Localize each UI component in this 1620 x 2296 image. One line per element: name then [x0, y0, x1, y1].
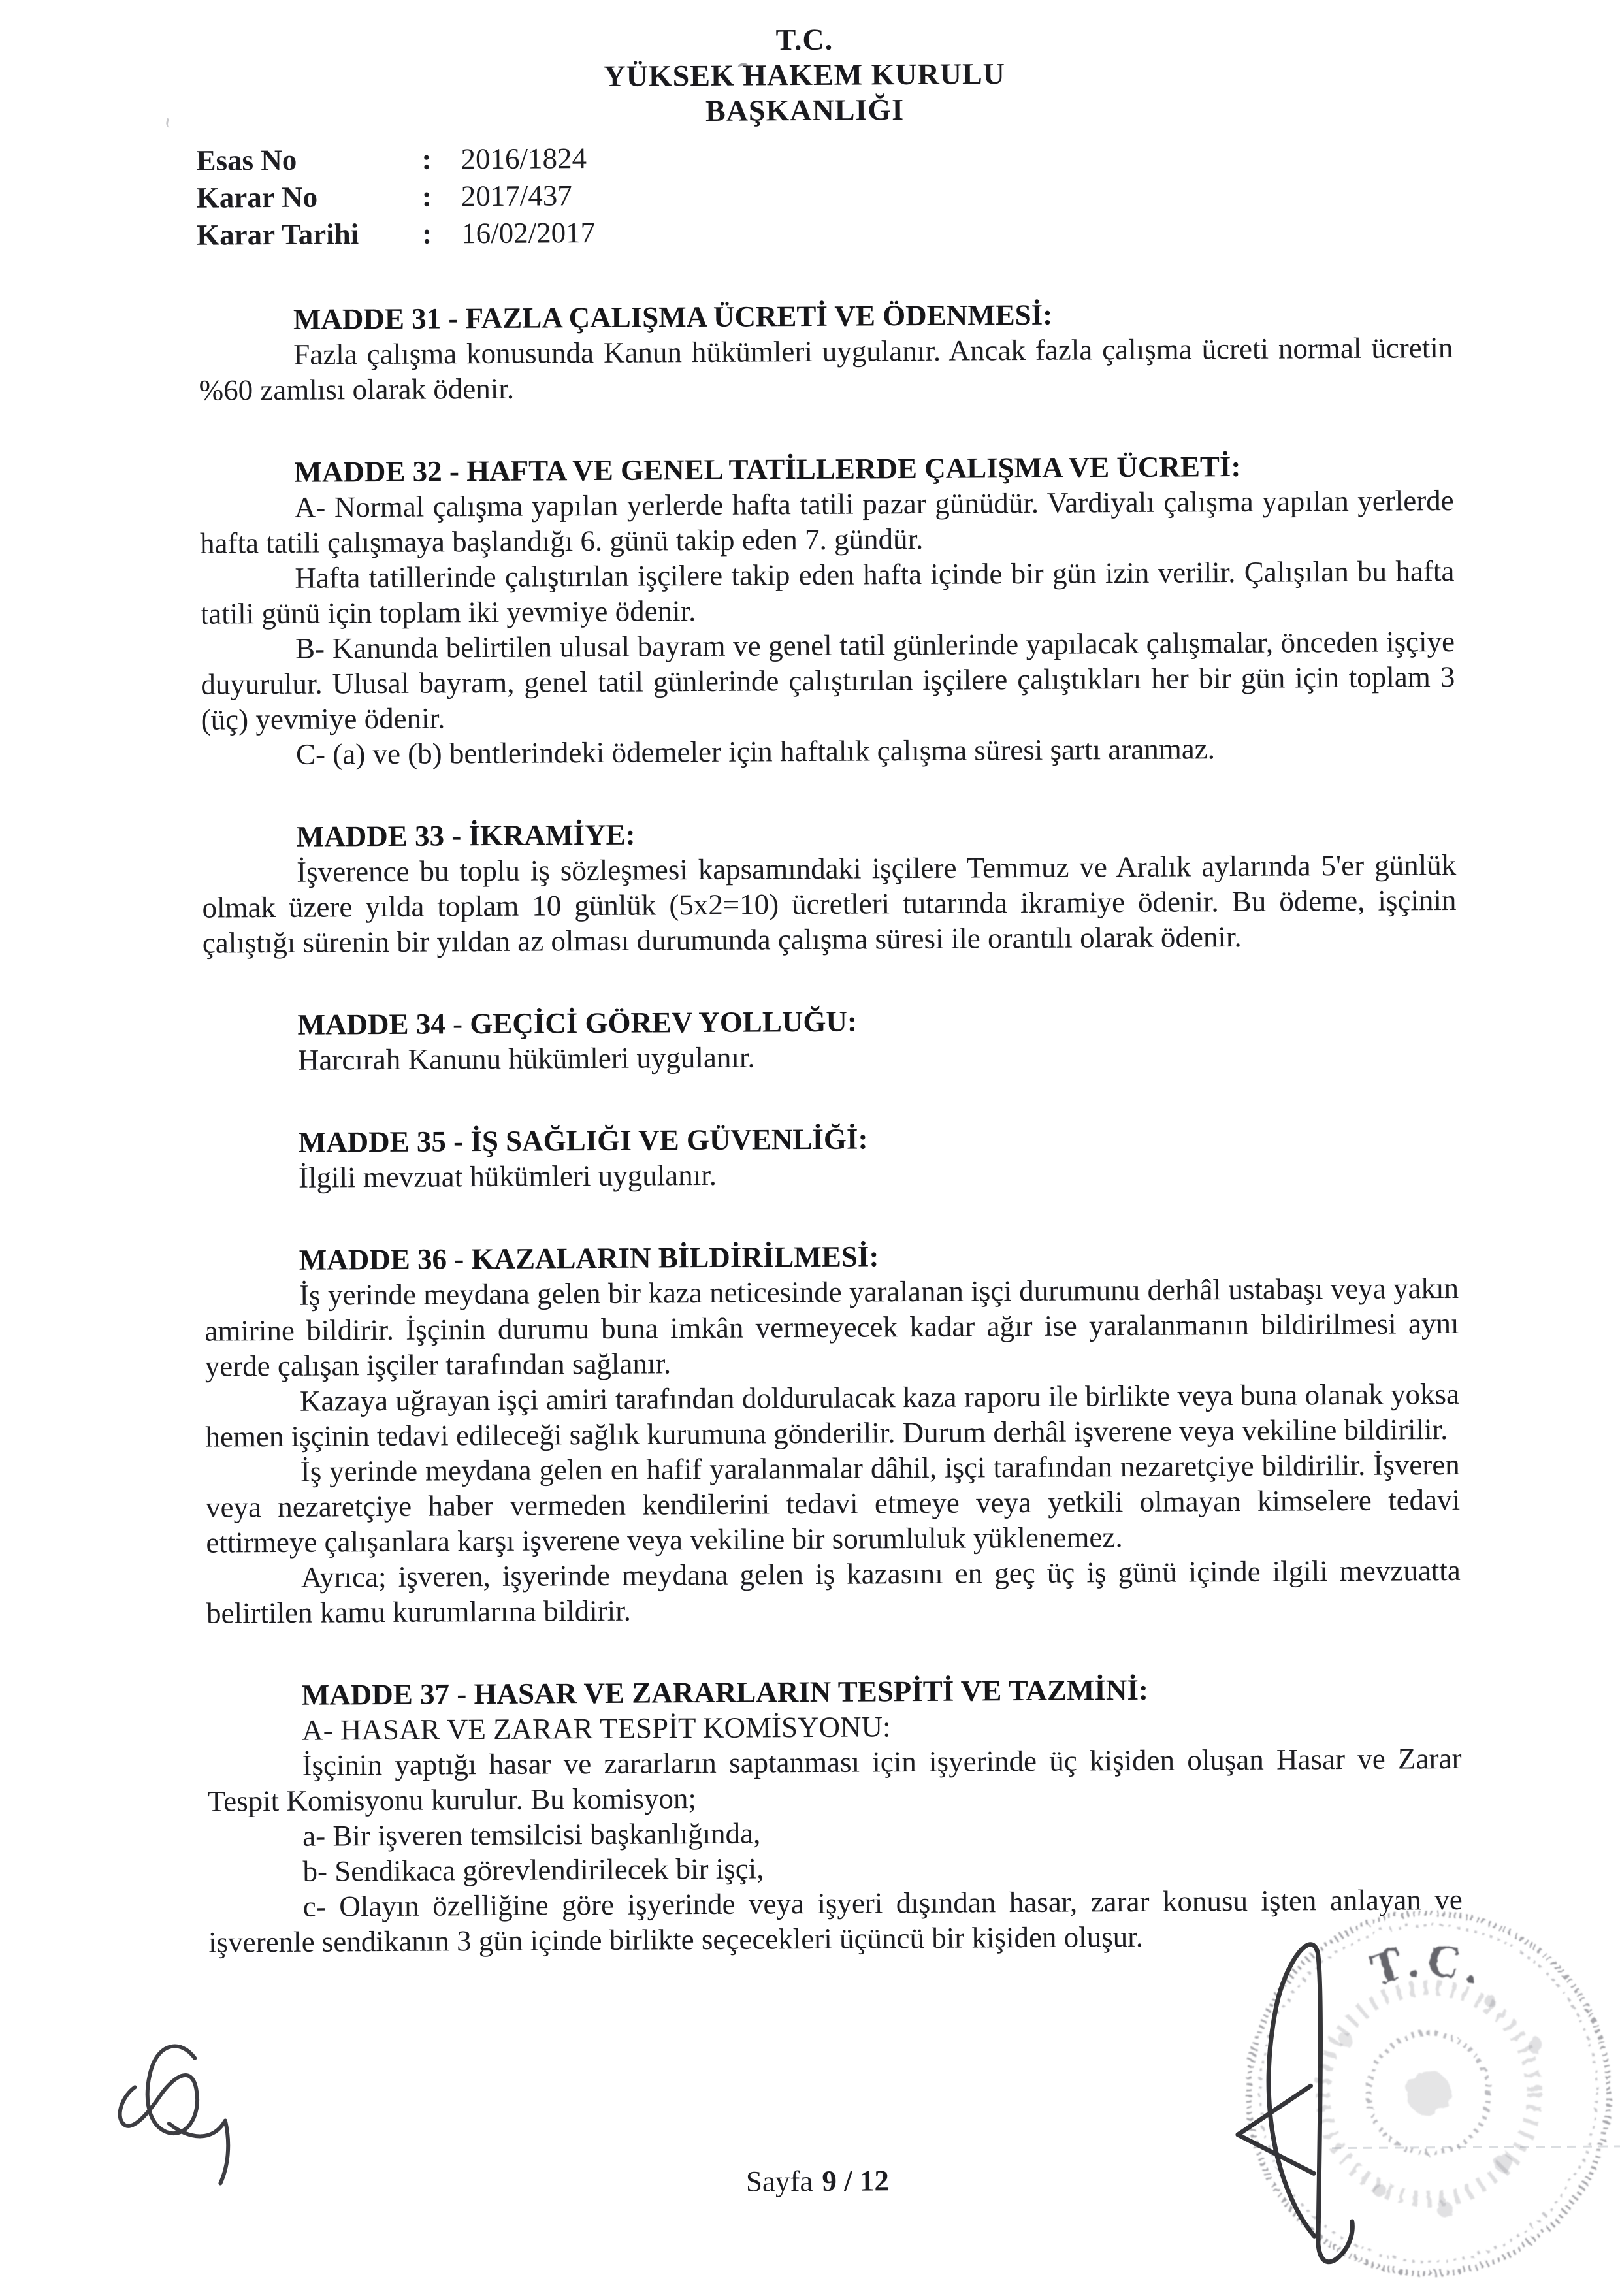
article-32-paragraph-a: A- Normal çalışma yapılan yerlerde hafta tatili pazar günüdür. Vardiyalı çalışma yapılan yerlerde hafta tatili çalışmaya başlandığı 6. günü takip eden 7. gündür.	[199, 483, 1454, 560]
karar-tarihi-separator: :	[422, 217, 432, 250]
article-36-paragraph-report: İş yerinde meydana gelen bir kaza neticesinde yaralanan işçi durumunu derhâl ustabaşı veya yakın amirine bildirir. İşçinin durumu buna imkân vermeyecek kadar ağır ise yaralanmanın bildirilmesi aynı yerde çalışan işçiler tarafından sağlanır.	[204, 1271, 1459, 1383]
document-body	[198, 248, 1463, 1960]
article-37-list-item-b: b- Sendikaca görevlendirilecek bir işçi,	[302, 1852, 764, 1888]
karar-no-value: 2017/437	[461, 179, 572, 213]
header-institution: YÜKSEK HAKEM KURULU	[604, 57, 1006, 93]
header-office: BAŞKANLIĞI	[705, 93, 905, 127]
article-32-title: MADDE 32 - HAFTA VE GENEL TATİLLERDE ÇALIŞMA VE ÜCRETİ:	[294, 449, 1241, 489]
initials-paraph	[97, 2018, 320, 2203]
article-32-paragraph-b: B- Kanunda belirtilen ulusal bayram ve genel tatil günlerinde yapılacak çalışmalar, önceden işçiye duyurulur. Ulusal bayram, genel tatil günlerinde çalıştırılan işçilere çalıştıkları her bir gün için toplam 3 (üç) yevmiye ödenir.	[201, 624, 1455, 736]
karar-no-label: Karar No	[196, 180, 318, 214]
karar-no-separator: :	[421, 180, 432, 213]
article-37-title: MADDE 37 - HASAR VE ZARARLARIN TESPİTİ VE TAZMİNİ:	[301, 1673, 1149, 1711]
article-37-list-item-c: c- Olayın özelliğine göre işyerinde veya işyeri dışından hasar, zarar konusu işten anlayan ve işverenle sendikanın 3 gün içinde birlikte seçecekleri üçüncü bir kişiden oluşur.	[208, 1883, 1463, 1959]
article-35	[204, 1118, 1459, 1196]
article-31-title: MADDE 31 - FAZLA ÇALIŞMA ÜCRETİ VE ÖDENMESİ:	[293, 298, 1053, 336]
header-republic: T.C.	[775, 22, 834, 57]
karar-tarihi-value: 16/02/2017	[461, 216, 596, 250]
article-36-paragraph-notification: Ayrıca; işveren, işyerinde meydana gelen iş kazasını en geç üç iş günü içinde ilgili mevzuatta belirtilen kamu kurumlarına bildirir.	[206, 1553, 1461, 1630]
article-32-paragraph-weekrest: Hafta tatillerinde çalıştırılan işçilere takip eden hafta içinde bir gün izin verilir. Çalışılan bu hafta tatili günü için toplam iki yevmiye ödenir.	[200, 554, 1455, 630]
case-row-tarih	[197, 214, 595, 254]
article-37-list-item-a: a- Bir işveren temsilcisi başkanlığında,	[302, 1817, 761, 1852]
article-33-title: MADDE 33 - İKRAMİYE:	[296, 818, 636, 853]
page-number: 9 / 12	[822, 2164, 890, 2197]
signature-mark	[1214, 1890, 1452, 2284]
article-36	[204, 1235, 1461, 1631]
article-32-paragraph-c: C- (a) ve (b) bentlerindeki ödemeler için haftalık çalışma süresi şartı aranmaz.	[295, 732, 1216, 771]
case-info-block	[196, 140, 595, 254]
karar-tarihi-label: Karar Tarihi	[197, 218, 359, 251]
page-label: Sayfa	[745, 2165, 813, 2198]
article-36-paragraph-minor-injury: İş yerinde meydana gelen en hafif yaralanmalar dâhil, işçi tarafından nezaretçiye bildirilir. İşveren veya nezaretçiye haber vermeden kendilerini tedavi etmeye veya yetkili olmayan kimselere tedavi ettirmeye çalışanlara karşı işverene veya vekiline bir sorumluluk yüklenemez.	[205, 1447, 1461, 1559]
article-31-paragraph: Fazla çalışma konusunda Kanun hükümleri uygulanır. Ancak fazla çalışma ücreti normal ücretin %60 zamlısı olarak ödenir.	[199, 331, 1453, 407]
article-32	[199, 447, 1455, 773]
article-35-paragraph: İlgili mevzuat hükümleri uygulanır.	[298, 1158, 717, 1194]
article-35-title: MADDE 35 - İŞ SAĞLIĞI VE GÜVENLİĞİ:	[298, 1122, 868, 1159]
case-row-karar	[197, 177, 595, 217]
article-34-paragraph: Harcırah Kanunu hükümleri uygulanır.	[297, 1041, 755, 1076]
article-37-subheading: A- HASAR VE ZARAR TESPİT KOMİSYONU:	[302, 1710, 891, 1747]
article-31	[199, 295, 1453, 408]
esas-no-value: 2016/1824	[461, 142, 587, 176]
esas-no-separator: :	[421, 142, 432, 176]
article-37-paragraph-commission: İşçinin yaptığı hasar ve zararların saptanması için işyerinde üç kişiden oluşan Hasar ve Zarar Tespit Komisyonu kurulur. Bu komisyon;	[207, 1741, 1462, 1818]
document-header	[0, 17, 1615, 133]
article-36-paragraph-treatment: Kazaya uğrayan işçi amiri tarafından doldurulacak kaza raporu ile birlikte veya buna olanak yoksa hemen işçinin tedavi edileceği sağlık kurumuna gönderilir. Durum derhâl işverene veya vekiline bildirilir.	[205, 1377, 1460, 1453]
article-33	[202, 812, 1457, 961]
stamp-text: T.C.	[1362, 1931, 1493, 1994]
article-33-paragraph: İşverence bu toplu iş sözleşmesi kapsamındaki işçilere Temmuz ve Aralık aylarında 5'er günlük olmak üzere yılda toplam 10 günlük (5x2=10) ücretleri tutarında ikramiye ödenir. Bu ödeme, işçinin çalıştığı sürenin bir yıldan az olması durumunda çalışma süresi ile orantılı olarak ödenir.	[202, 848, 1457, 960]
article-34	[202, 1000, 1457, 1078]
case-row-esas	[196, 140, 594, 180]
article-36-title: MADDE 36 - KAZALARIN BİLDİRİLMESİ:	[299, 1240, 879, 1276]
esas-no-label: Esas No	[196, 143, 297, 177]
article-34-title: MADDE 34 - GEÇİCİ GÖREV YOLLUĞU:	[297, 1005, 858, 1041]
